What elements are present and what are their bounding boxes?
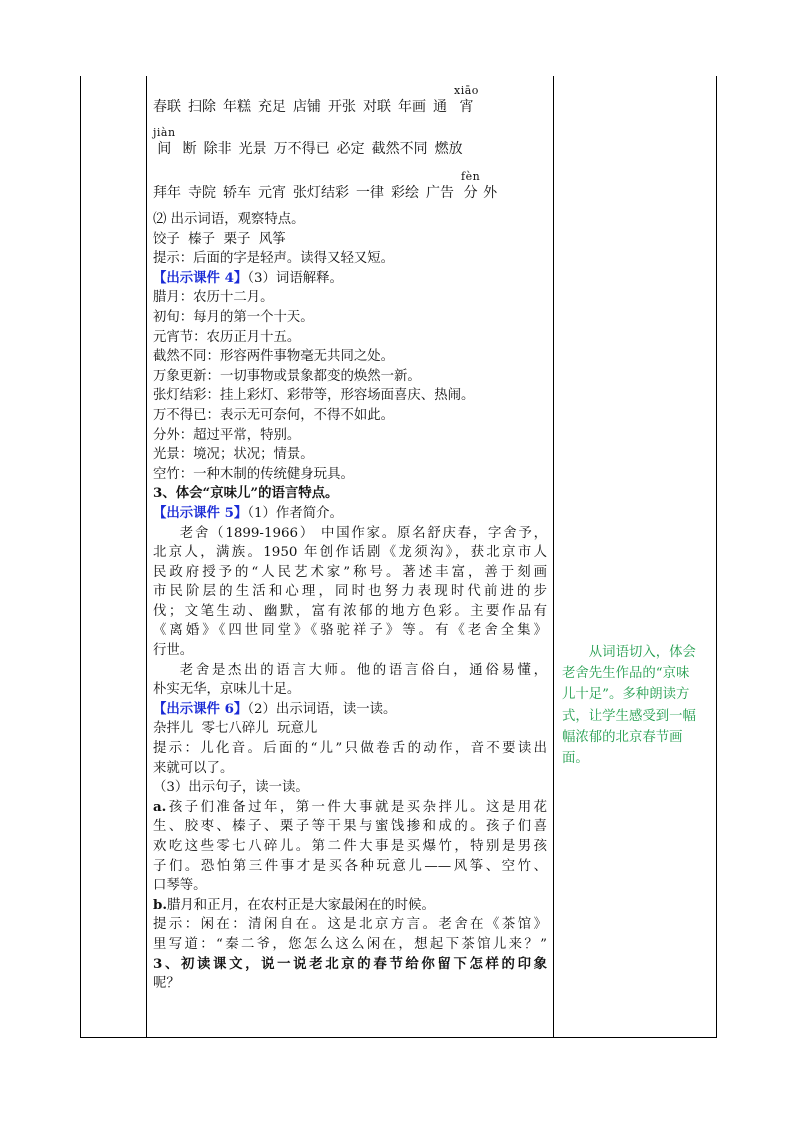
ppt-6-text: （2）出示词语，读一读。 [247, 701, 397, 717]
definition: 分外：超过平常，特别。 [153, 427, 301, 443]
vocab-word: 除非 [203, 141, 232, 158]
table-border-col2 [553, 76, 554, 1038]
ppt-6-line [153, 700, 547, 720]
tip-1: 提示：后面的字是轻声。读得又轻又短。 [153, 251, 395, 267]
vocab-word: 通 [433, 99, 447, 116]
note-line: 儿十足”。多种朗读方 [562, 687, 690, 703]
er-words: 杂拌儿 零七八碎儿 玩意儿 [153, 721, 318, 737]
table-border-right [716, 76, 717, 1038]
note-line: 老舍先生作品的“京味 [562, 666, 690, 682]
tip-2: 提示：儿化音。后面的“儿”只做卷舌的动作，音不要读出 [153, 741, 547, 757]
author-bio: 行世。 [153, 643, 194, 659]
vocab-row-2 [153, 124, 547, 160]
definition: 腊月：农历十二月。 [153, 290, 274, 306]
vocab-word: 元宵 [258, 185, 286, 202]
definition: 万不得已：表示无可奈何，不得不如此。 [153, 407, 395, 423]
definition: 元宵节：农历正月十五。 [153, 329, 301, 345]
step-3b: （3）出示句子，读一读。 [153, 780, 309, 796]
definition: 万象更新：一切事物或景象都变的焕然一新。 [153, 368, 421, 384]
note-line: 式，让学生感受到一幅 [562, 708, 696, 724]
ruby-char: 分 [463, 185, 478, 202]
vocab-word: 万不得已 [273, 141, 330, 158]
question: 3、初读课文，说一说老北京的春节给你留下怎样的印象 [153, 955, 547, 972]
ppt-5-tag: 【出示课件 5】 [153, 504, 248, 521]
sentence-a: 生、胶枣、榛子、栗子等干果与蜜饯掺和成的。孩子们喜 [153, 819, 547, 835]
vocab-word: 断 [182, 141, 197, 158]
ruby-fen [461, 170, 480, 204]
vocab-row-1 [153, 84, 547, 118]
sentence-a: 子们。恐怕第三件事才是买各种玩意儿——风筝、空竹、 [153, 858, 547, 874]
vocab-word: 拜年 [153, 185, 181, 202]
sentence-b [153, 896, 547, 916]
table-border-bottom [80, 1037, 716, 1038]
question: 呢？ [153, 976, 180, 992]
teaching-note [562, 642, 708, 769]
vocab-word: 开张 [328, 99, 356, 116]
vocab-word: 广告 [426, 185, 454, 202]
ppt-5-text: （1）作者简介。 [247, 505, 343, 521]
ppt-6-tag: 【出示课件 6】 [153, 700, 248, 717]
language-note: 老舍是杰出的语言大师。他的语言俗白，通俗易懂， [179, 662, 547, 678]
tip-3: 里写道：“秦二爷，您怎么这么闲在，想起下茶馆儿来？” [153, 936, 547, 952]
author-bio: 民政府授予的“人民艺术家”称号。著述丰富，善于刻画 [153, 564, 547, 580]
sentence-b-label: b. [153, 896, 168, 913]
note-line: 面。 [562, 751, 589, 767]
vocab-word: 店铺 [293, 99, 321, 116]
vocab-word: 外 [483, 185, 498, 202]
sentence-b-text: 腊月和正月，在农村正是大家最闲在的时候。 [167, 897, 435, 913]
light-tone-words: 饺子 榛子 栗子 风筝 [153, 231, 286, 247]
sentence-a: 欢吃这些零七八碎儿。第二件大事是买爆竹，特别是男孩 [153, 839, 547, 854]
sentence-a [153, 798, 547, 818]
ruby-char: 宵 [459, 99, 474, 116]
vocab-word: 年糕 [223, 99, 251, 116]
definition: 初旬：每月的第一个十天。 [153, 309, 314, 325]
author-bio: 伐；文笔生动、幽默，富有浓郁的地方色彩。主要作品有 [153, 603, 547, 619]
tip-2: 来就可以了。 [153, 760, 234, 776]
definition: 张灯结彩：挂上彩灯、彩带等，形容场面喜庆、热闹。 [153, 388, 475, 404]
vocab-word: 张灯结彩 [293, 185, 349, 202]
author-bio: 北京人，满族。1950 年创作话剧《龙须沟》，获北京市人 [153, 545, 547, 561]
vocab-word: 春联 [153, 99, 181, 116]
author-bio: 市民阶层的生活和心理，同时也努力表现时代前进的步 [153, 584, 547, 600]
table-border-left [80, 76, 81, 1038]
definition: 空竹：一种木制的传统健身玩具。 [153, 466, 354, 482]
ppt-5-line [153, 504, 547, 524]
step-3: 3、体会“京味儿”的语言特点。 [153, 485, 339, 502]
vocab-word: 对联 [363, 99, 391, 116]
tip-3: 提示：闲在：清闲自在。这是北京方言。老舍在《茶馆》 [153, 917, 547, 933]
vocab-word: 截然不同 [371, 141, 428, 158]
ppt-4-line [153, 269, 547, 289]
vocab-word: 彩绘 [391, 185, 419, 202]
note-line: 从词语切入，体会 [588, 645, 696, 660]
vocab-word: 寺院 [188, 185, 216, 202]
definition: 截然不同：形容两件事物毫无共同之处。 [153, 349, 395, 365]
author-bio: 老舍（1899-1966） 中国作家。原名舒庆春，字舍予， [179, 525, 547, 541]
vocab-row-3 [153, 168, 547, 204]
language-note: 朴实无华，京味儿十足。 [153, 682, 301, 698]
ppt-4-tag: 【出示课件 4】 [153, 269, 248, 286]
ppt-4-text: （3）词语解释。 [247, 270, 343, 286]
vocab-word: 扫除 [188, 99, 216, 116]
ruby-jian [153, 126, 176, 160]
sentence-a-text: 孩子们准备过年，第一件大事就是买杂拌儿。这是用花 [166, 799, 547, 815]
vocab-word: 光景 [238, 141, 267, 158]
note-line: 幅浓郁的北京春节画 [562, 729, 683, 745]
pinyin: fèn [461, 170, 481, 184]
vocab-word: 一律 [356, 185, 384, 202]
vocab-word: 年画 [398, 99, 426, 116]
author-bio: 《离婚》《四世同堂》《骆驼祥子》等。有《老舍全集》 [153, 623, 547, 639]
vocab-word: 必定 [336, 141, 365, 158]
vocab-word: 燃放 [434, 141, 463, 158]
vocab-word: 充足 [258, 99, 286, 116]
lesson-content [153, 84, 547, 994]
definition: 光景：境况；状况；情景。 [153, 447, 314, 463]
step-2: ⑵ 出示词语，观察特点。 [153, 212, 305, 227]
ruby-char: 间 [157, 141, 172, 158]
sentence-a-label: a. [153, 798, 167, 815]
vocab-word: 轿车 [223, 185, 251, 202]
table-border-col1 [146, 76, 147, 1038]
pinyin: jiàn [153, 126, 176, 140]
pinyin: xiāo [454, 84, 479, 98]
ruby-xiao [454, 84, 479, 118]
sentence-a: 口琴等。 [153, 878, 207, 894]
